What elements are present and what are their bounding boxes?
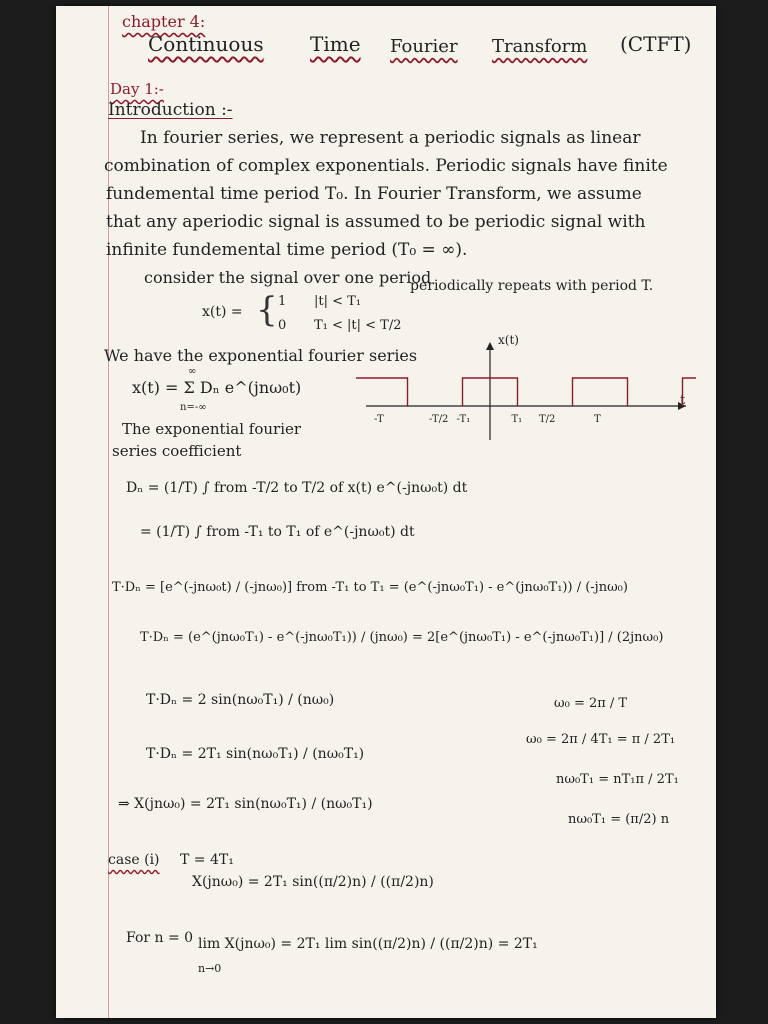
- tick-labels: [374, 414, 601, 425]
- title-word-5: (CTFT): [620, 32, 692, 56]
- tick-label-3: -T₁: [456, 414, 471, 425]
- derivation-step-7: ⇒ X(jnω₀) = 2T₁ sin(nω₀T₁) / (nω₀T₁): [118, 796, 373, 812]
- title-word-1: Continuous: [148, 32, 264, 56]
- chapter-label: chapter 4:: [122, 12, 206, 31]
- paragraph-line-2: combination of complex exponentials. Periodic signals have finite: [104, 156, 668, 176]
- derivation-step-6: T·Dₙ = 2T₁ sin(nω₀T₁) / (nω₀T₁): [146, 746, 365, 762]
- tick-label-5: T/2: [539, 414, 556, 425]
- derivation-step-2: = (1/T) ∫ from -T₁ to T₁ of e^(-jnω₀t) dt: [140, 524, 415, 540]
- tick-label-2: -T/2: [429, 414, 449, 425]
- derivation-step-3: T·Dₙ = [e^(-jnω₀t) / (-jnω₀)] from -T₁ to T₁ = (e^(-jnω₀T₁) - e^(jnω₀T₁)) / (-jnω₀): [112, 580, 628, 595]
- fs-heading: We have the exponential fourier series: [104, 346, 418, 365]
- case-condition: T = 4T₁: [180, 852, 234, 868]
- paragraph-line-4: that any aperiodic signal is assumed to be periodic signal with: [106, 212, 646, 232]
- fs-sum-bottom: n=-∞: [180, 402, 207, 413]
- derivation-step-5: T·Dₙ = 2 sin(nω₀T₁) / (nω₀): [146, 692, 335, 708]
- y-axis-arrow: [486, 342, 494, 350]
- case-equation: X(jnω₀) = 2T₁ sin((π/2)n) / ((π/2)n): [192, 874, 434, 890]
- side-note-1: ω₀ = 2π / T: [554, 696, 628, 711]
- day-label: Day 1:-: [110, 80, 164, 98]
- tick-label-1: -T: [374, 414, 384, 425]
- n0-label: For n = 0: [126, 930, 194, 946]
- pulses: [356, 378, 696, 406]
- title-word-3: Fourier: [390, 36, 458, 57]
- piecewise-brace: {: [256, 290, 278, 330]
- plot-ylabel: x(t): [498, 333, 519, 347]
- side-note-2: ω₀ = 2π / 4T₁ = π / 2T₁: [526, 732, 676, 747]
- signal-lhs: x(t) =: [202, 304, 243, 320]
- fs-equation: x(t) = Σ Dₙ e^(jnω₀t): [132, 378, 302, 397]
- limit-subscript: n→0: [198, 962, 222, 975]
- case-label: case (i): [108, 852, 160, 868]
- side-note-4: nω₀T₁ = (π/2) n: [568, 812, 670, 827]
- fs-sum-top: ∞: [188, 366, 197, 377]
- paragraph-line-3: fundemental time period T₀. In Fourier Transform, we assume: [106, 184, 642, 204]
- side-note-3: nω₀T₁ = nT₁π / 2T₁: [556, 772, 679, 787]
- signal-row2-cond: T₁ < |t| < T/2: [314, 318, 402, 333]
- signal-row1-value: 1: [278, 294, 287, 309]
- paragraph-line-5: infinite fundemental time period (T₀ = ∞).: [106, 240, 468, 260]
- pulse-1: [356, 378, 408, 406]
- pulse-train-plot: [356, 332, 696, 450]
- title-word-4: Transform: [492, 36, 588, 57]
- paragraph-line-1: In fourier series, we represent a periodic signals as linear: [140, 128, 641, 148]
- consider-text: consider the signal over one period: [144, 268, 432, 287]
- limit-equation: lim X(jnω₀) = 2T₁ lim sin((π/2)n) / ((π/2)n) = 2T₁: [198, 936, 538, 952]
- title-word-2: Time: [310, 32, 361, 56]
- periodic-note: periodically repeats with period T.: [410, 278, 654, 294]
- tick-label-6: T: [594, 414, 601, 425]
- coef-label-2: series coefficient: [112, 442, 242, 460]
- derivation-step-1: Dₙ = (1/T) ∫ from -T/2 to T/2 of x(t) e^(-jnω₀t) dt: [126, 480, 468, 496]
- derivation-step-4: T·Dₙ = (e^(jnω₀T₁) - e^(-jnω₀T₁)) / (jnω₀) = 2[e^(jnω₀T₁) - e^(-jnω₀T₁)] / (2jnω₀): [140, 630, 664, 645]
- signal-row2-value: 0: [278, 318, 287, 333]
- pulse-3: [573, 378, 628, 406]
- tick-label-4: T₁: [511, 414, 523, 425]
- notebook-page: [56, 6, 716, 1018]
- plot-xlabel: t: [680, 393, 686, 408]
- intro-heading: Introduction :-: [108, 100, 233, 120]
- signal-row1-cond: |t| < T₁: [314, 294, 362, 309]
- coef-label-1: The exponential fourier: [122, 420, 302, 438]
